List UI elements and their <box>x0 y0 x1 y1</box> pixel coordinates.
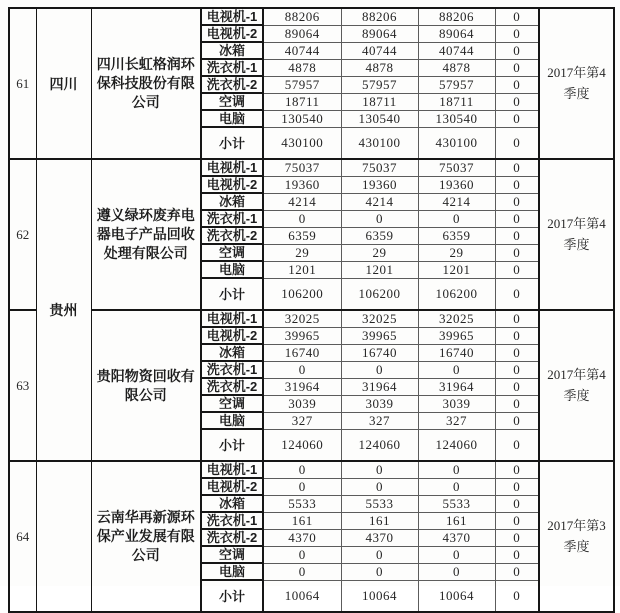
subtotal-label-cell: 小计 <box>201 127 263 159</box>
value-cell: 4878 <box>418 59 495 76</box>
province-cell: 四川 <box>36 8 91 159</box>
zero-cell: 0 <box>495 478 539 495</box>
value-cell: 89064 <box>341 25 418 42</box>
value-cell: 29 <box>418 244 495 261</box>
value-cell: 0 <box>263 546 341 563</box>
subtotal-value-cell: 430100 <box>341 127 418 159</box>
subtotal-label-cell: 小计 <box>201 580 263 612</box>
value-cell: 89064 <box>263 25 341 42</box>
product-label-cell: 电视机-1 <box>201 159 263 176</box>
value-cell: 0 <box>418 546 495 563</box>
product-label-cell: 冰箱 <box>201 42 263 59</box>
subtotal-value-cell: 10064 <box>418 580 495 612</box>
value-cell: 5533 <box>263 495 341 512</box>
subtotal-value-cell: 124060 <box>263 429 341 461</box>
value-cell: 161 <box>263 512 341 529</box>
value-cell: 4370 <box>341 529 418 546</box>
zero-cell: 0 <box>495 93 539 110</box>
zero-cell: 0 <box>495 495 539 512</box>
zero-cell: 0 <box>495 310 539 327</box>
value-cell: 0 <box>341 461 418 478</box>
value-cell: 0 <box>263 361 341 378</box>
value-cell: 88206 <box>341 8 418 25</box>
value-cell: 40744 <box>341 42 418 59</box>
value-cell: 39965 <box>263 327 341 344</box>
product-label-cell: 电视机-2 <box>201 176 263 193</box>
product-label-cell: 电视机-1 <box>201 461 263 478</box>
value-cell: 18711 <box>418 93 495 110</box>
value-cell: 0 <box>263 563 341 580</box>
table-row <box>9 310 614 327</box>
zero-cell: 0 <box>495 76 539 93</box>
value-cell: 0 <box>341 478 418 495</box>
value-cell: 4878 <box>341 59 418 76</box>
subtotal-value-cell: 106200 <box>263 278 341 310</box>
zero-cell: 0 <box>495 361 539 378</box>
zero-cell: 0 <box>495 429 539 461</box>
value-cell: 39965 <box>418 327 495 344</box>
value-cell: 0 <box>418 461 495 478</box>
value-cell: 75037 <box>263 159 341 176</box>
table-row <box>9 159 614 176</box>
value-cell: 31964 <box>418 378 495 395</box>
value-cell: 0 <box>263 210 341 227</box>
subtotal-value-cell: 106200 <box>418 278 495 310</box>
value-cell: 327 <box>418 412 495 429</box>
value-cell: 6359 <box>341 227 418 244</box>
value-cell: 16740 <box>341 344 418 361</box>
value-cell: 29 <box>341 244 418 261</box>
value-cell: 75037 <box>341 159 418 176</box>
value-cell: 130540 <box>341 110 418 127</box>
zero-cell: 0 <box>495 127 539 159</box>
subtotal-value-cell: 10064 <box>341 580 418 612</box>
value-cell: 88206 <box>263 8 341 25</box>
value-cell: 75037 <box>418 159 495 176</box>
value-cell: 327 <box>263 412 341 429</box>
value-cell: 16740 <box>418 344 495 361</box>
table-body <box>9 8 614 612</box>
subtotal-value-cell: 106200 <box>341 278 418 310</box>
product-label-cell: 洗衣机-1 <box>201 361 263 378</box>
value-cell: 0 <box>341 563 418 580</box>
value-cell: 18711 <box>263 93 341 110</box>
product-label-cell: 洗衣机-2 <box>201 227 263 244</box>
value-cell: 40744 <box>418 42 495 59</box>
province-cell: 贵州 <box>36 159 91 461</box>
product-label-cell: 洗衣机-2 <box>201 529 263 546</box>
zero-cell: 0 <box>495 110 539 127</box>
value-cell: 0 <box>418 361 495 378</box>
value-cell: 18711 <box>341 93 418 110</box>
product-label-cell: 电脑 <box>201 261 263 278</box>
product-label-cell: 电脑 <box>201 412 263 429</box>
value-cell: 0 <box>341 210 418 227</box>
company-cell: 四川长虹格润环保科技股份有限公司 <box>91 8 201 159</box>
product-label-cell: 电视机-1 <box>201 310 263 327</box>
subtotal-value-cell: 124060 <box>418 429 495 461</box>
subtotal-value-cell: 430100 <box>263 127 341 159</box>
company-cell: 遵义绿环废弃电器电子产品回收处理有限公司 <box>91 159 201 310</box>
product-label-cell: 电脑 <box>201 563 263 580</box>
quarter-cell: 2017年第4季度 <box>539 8 614 159</box>
recycling-table <box>8 7 615 613</box>
zero-cell: 0 <box>495 25 539 42</box>
value-cell: 29 <box>263 244 341 261</box>
product-label-cell: 洗衣机-2 <box>201 378 263 395</box>
value-cell: 5533 <box>418 495 495 512</box>
value-cell: 19360 <box>341 176 418 193</box>
value-cell: 0 <box>263 461 341 478</box>
value-cell: 31964 <box>263 378 341 395</box>
value-cell: 161 <box>418 512 495 529</box>
subtotal-value-cell: 430100 <box>418 127 495 159</box>
product-label-cell: 洗衣机-1 <box>201 512 263 529</box>
product-label-cell: 空调 <box>201 395 263 412</box>
value-cell: 6359 <box>418 227 495 244</box>
value-cell: 3039 <box>341 395 418 412</box>
row-number-cell: 64 <box>9 461 36 612</box>
zero-cell: 0 <box>495 580 539 612</box>
zero-cell: 0 <box>495 227 539 244</box>
value-cell: 6359 <box>263 227 341 244</box>
zero-cell: 0 <box>495 412 539 429</box>
subtotal-value-cell: 124060 <box>341 429 418 461</box>
row-number-cell: 62 <box>9 159 36 310</box>
product-label-cell: 冰箱 <box>201 344 263 361</box>
value-cell: 0 <box>341 546 418 563</box>
zero-cell: 0 <box>495 461 539 478</box>
province-cell <box>36 461 91 612</box>
product-label-cell: 空调 <box>201 244 263 261</box>
value-cell: 161 <box>341 512 418 529</box>
value-cell: 5533 <box>341 495 418 512</box>
table-row <box>9 8 614 25</box>
value-cell: 57957 <box>341 76 418 93</box>
value-cell: 32025 <box>341 310 418 327</box>
zero-cell: 0 <box>495 378 539 395</box>
zero-cell: 0 <box>495 512 539 529</box>
subtotal-value-cell: 10064 <box>263 580 341 612</box>
value-cell: 3039 <box>263 395 341 412</box>
value-cell: 1201 <box>263 261 341 278</box>
value-cell: 4214 <box>341 193 418 210</box>
row-number-cell: 63 <box>9 310 36 461</box>
product-label-cell: 空调 <box>201 546 263 563</box>
value-cell: 19360 <box>263 176 341 193</box>
zero-cell: 0 <box>495 42 539 59</box>
zero-cell: 0 <box>495 563 539 580</box>
product-label-cell: 冰箱 <box>201 495 263 512</box>
value-cell: 32025 <box>263 310 341 327</box>
value-cell: 31964 <box>341 378 418 395</box>
value-cell: 57957 <box>263 76 341 93</box>
product-label-cell: 电视机-2 <box>201 25 263 42</box>
product-label-cell: 洗衣机-1 <box>201 210 263 227</box>
subtotal-label-cell: 小计 <box>201 278 263 310</box>
product-label-cell: 洗衣机-2 <box>201 76 263 93</box>
zero-cell: 0 <box>495 395 539 412</box>
zero-cell: 0 <box>495 159 539 176</box>
value-cell: 32025 <box>418 310 495 327</box>
value-cell: 3039 <box>418 395 495 412</box>
zero-cell: 0 <box>495 210 539 227</box>
product-label-cell: 冰箱 <box>201 193 263 210</box>
product-label-cell: 电视机-2 <box>201 327 263 344</box>
zero-cell: 0 <box>495 59 539 76</box>
zero-cell: 0 <box>495 344 539 361</box>
value-cell: 1201 <box>341 261 418 278</box>
value-cell: 88206 <box>418 8 495 25</box>
value-cell: 16740 <box>263 344 341 361</box>
product-label-cell: 电脑 <box>201 110 263 127</box>
zero-cell: 0 <box>495 193 539 210</box>
value-cell: 4370 <box>418 529 495 546</box>
quarter-cell: 2017年第4季度 <box>539 310 614 461</box>
zero-cell: 0 <box>495 244 539 261</box>
company-cell: 贵阳物资回收有限公司 <box>91 310 201 461</box>
value-cell: 0 <box>341 361 418 378</box>
zero-cell: 0 <box>495 546 539 563</box>
value-cell: 327 <box>341 412 418 429</box>
zero-cell: 0 <box>495 529 539 546</box>
value-cell: 1201 <box>418 261 495 278</box>
value-cell: 39965 <box>341 327 418 344</box>
value-cell: 89064 <box>418 25 495 42</box>
company-cell: 云南华再新源环保产业发展有限公司 <box>91 461 201 612</box>
value-cell: 40744 <box>263 42 341 59</box>
product-label-cell: 电视机-2 <box>201 478 263 495</box>
table-row <box>9 461 614 478</box>
value-cell: 130540 <box>418 110 495 127</box>
value-cell: 4214 <box>263 193 341 210</box>
value-cell: 4214 <box>418 193 495 210</box>
zero-cell: 0 <box>495 278 539 310</box>
quarter-cell: 2017年第4季度 <box>539 159 614 310</box>
value-cell: 0 <box>418 563 495 580</box>
value-cell: 4878 <box>263 59 341 76</box>
product-label-cell: 电视机-1 <box>201 8 263 25</box>
product-label-cell: 空调 <box>201 93 263 110</box>
value-cell: 0 <box>263 478 341 495</box>
value-cell: 0 <box>418 478 495 495</box>
value-cell: 0 <box>418 210 495 227</box>
zero-cell: 0 <box>495 176 539 193</box>
subtotal-label-cell: 小计 <box>201 429 263 461</box>
product-label-cell: 洗衣机-1 <box>201 59 263 76</box>
zero-cell: 0 <box>495 8 539 25</box>
zero-cell: 0 <box>495 327 539 344</box>
zero-cell: 0 <box>495 261 539 278</box>
value-cell: 4370 <box>263 529 341 546</box>
quarter-cell: 2017年第3季度 <box>539 461 614 612</box>
value-cell: 19360 <box>418 176 495 193</box>
value-cell: 130540 <box>263 110 341 127</box>
value-cell: 57957 <box>418 76 495 93</box>
row-number-cell: 61 <box>9 8 36 159</box>
